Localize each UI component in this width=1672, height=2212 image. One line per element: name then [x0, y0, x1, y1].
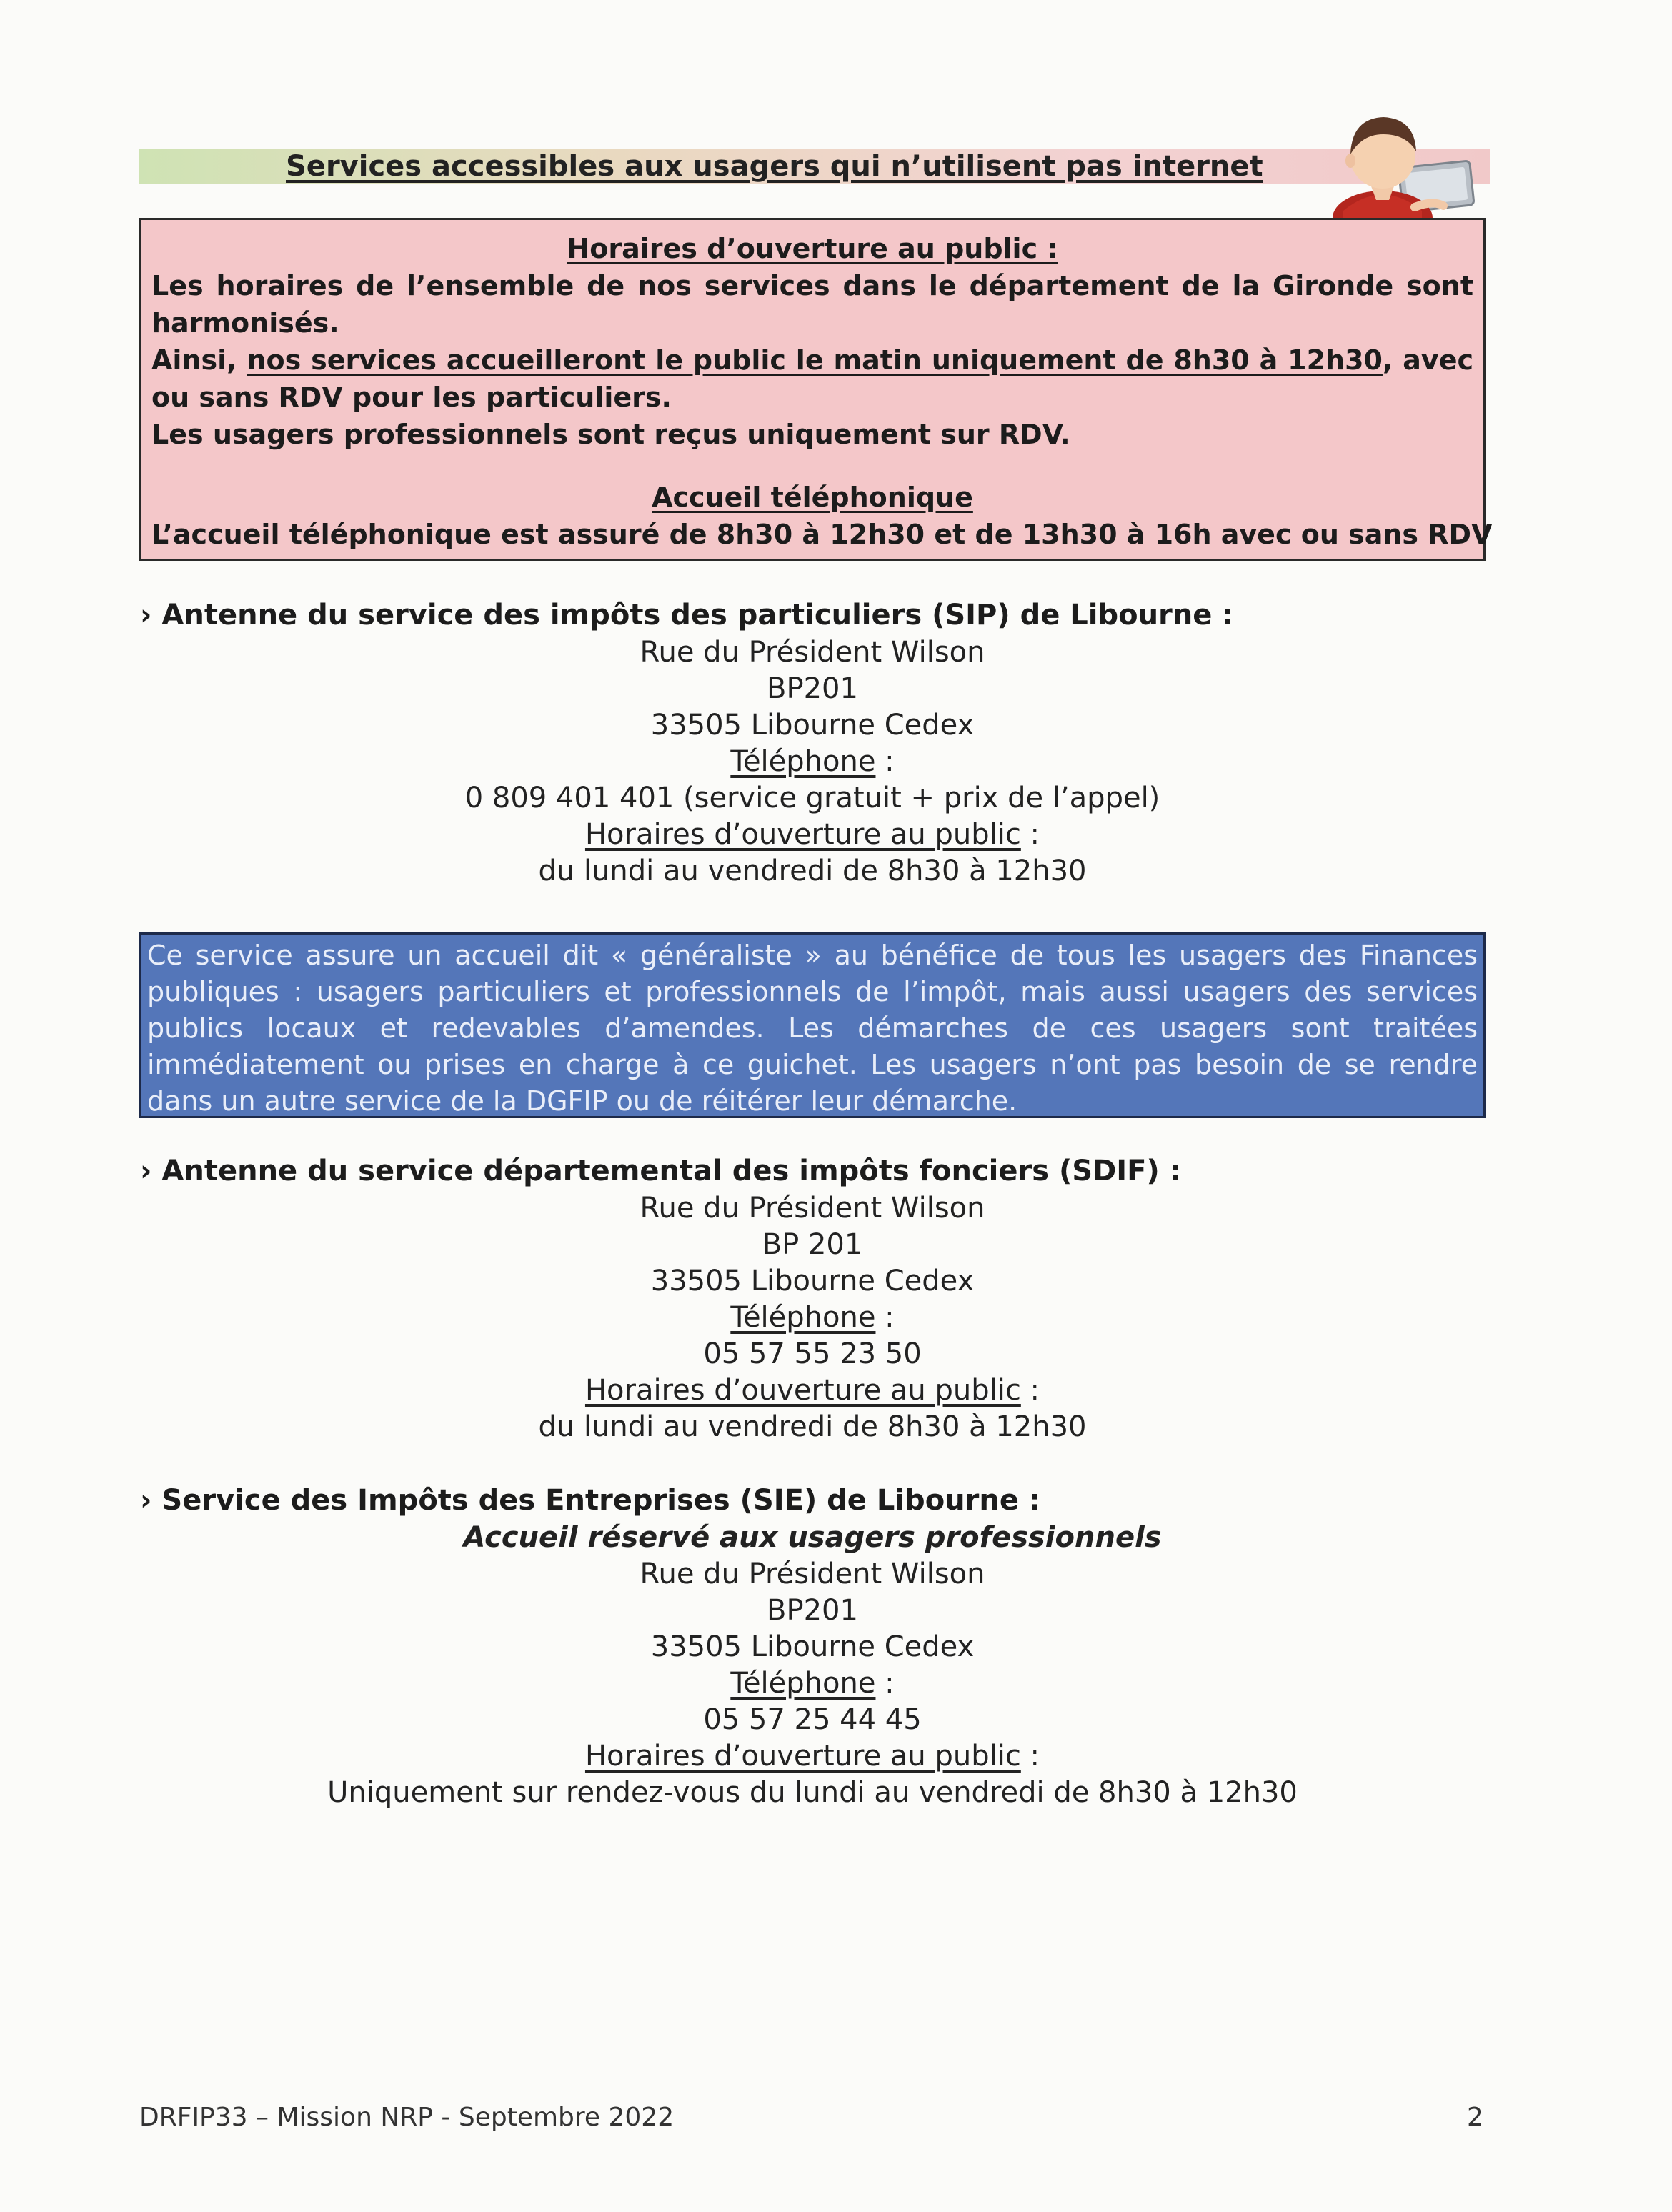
sie-phone-label-line: Téléphone :	[730, 1667, 895, 1700]
sip-phone-label-line: Téléphone :	[730, 745, 895, 778]
sie-street: Rue du Président Wilson	[640, 1558, 985, 1590]
footer-text: DRFIP33 – Mission NRP - Septembre 2022	[139, 2103, 675, 2132]
page-number: 2	[1467, 2103, 1483, 2132]
sdif-heading: › Antenne du service départemental des impôts fonciers (SDIF) :	[140, 1155, 1181, 1187]
sie-phone-label: Téléphone	[730, 1667, 876, 1700]
sie-bp: BP201	[767, 1594, 858, 1627]
sdif-phone-label: Téléphone	[730, 1301, 876, 1334]
sip-bp: BP201	[767, 672, 858, 705]
opening-hours-line-3: Les usagers professionnels sont reçus uniquement sur RDV.	[151, 419, 1070, 450]
opening-hours-line-2	[151, 342, 1473, 416]
sdif-hours-label: Horaires d’ouverture au public	[584, 1374, 1021, 1407]
line-2-suffix: , avec ou sans RDV pour les particuliers.	[151, 344, 1474, 413]
sdif-city: 33505 Libourne Cedex	[650, 1265, 975, 1297]
sip-heading: › Antenne du service des impôts des particuliers (SIP) de Libourne :	[140, 599, 1234, 632]
sdif-phone: 05 57 55 23 50	[703, 1337, 922, 1370]
sdif-phone-label-line: Téléphone :	[730, 1301, 895, 1334]
page-title: Services accessibles aux usagers qui n’utilisent pas internet	[286, 150, 1263, 183]
sdif-details	[139, 1190, 1486, 1445]
generalist-service-box: Ce service assure un accueil dit « généraliste » au bénéfice de tous les usagers des Finances publiques : usagers particuliers et professionnels de l’impôt, mais aussi usagers des services publics locaux et redevables d’amendes. Les démarches de ces usagers sont traitées immédiatement ou prises en charge à ce guichet. Les usagers n’ont pas besoin de se rendre dans un autre service de la DGFIP ou de réitérer leur démarche.	[139, 932, 1486, 1118]
sie-hours-label-line: Horaires d’ouverture au public :	[584, 1740, 1040, 1773]
sie-hours: Uniquement sur rendez-vous du lundi au vendredi de 8h30 à 12h30	[327, 1776, 1298, 1809]
sip-hours-label: Horaires d’ouverture au public	[584, 818, 1021, 851]
line-2-underlined: nos services accueilleront le public le matin uniquement de 8h30 à 12h30	[247, 344, 1383, 376]
sip-phone: 0 809 401 401 (service gratuit + prix de l’appel)	[464, 782, 1160, 814]
sdif-hours-label-line: Horaires d’ouverture au public :	[584, 1374, 1040, 1407]
phone-reception-title: Accueil téléphonique	[652, 482, 973, 513]
sdif-street: Rue du Président Wilson	[640, 1192, 985, 1225]
sip-details	[139, 634, 1486, 890]
phone-reception-text: L’accueil téléphonique est assuré de 8h30 à 12h30 et de 13h30 à 16h avec ou sans RDV	[151, 519, 1493, 550]
sip-hours-label-line: Horaires d’ouverture au public :	[584, 818, 1040, 851]
sip-street: Rue du Président Wilson	[640, 636, 985, 669]
sip-hours: du lundi au vendredi de 8h30 à 12h30	[538, 855, 1087, 887]
sie-details	[139, 1520, 1486, 1811]
sie-subtitle: Accueil réservé aux usagers professionnels	[463, 1521, 1162, 1554]
sie-heading: › Service des Impôts des Entreprises (SIE) de Libourne :	[140, 1484, 1040, 1517]
sip-phone-label: Téléphone	[730, 745, 876, 778]
opening-hours-box	[139, 218, 1493, 561]
opening-hours-title: Horaires d’ouverture au public :	[567, 233, 1058, 264]
sie-phone: 05 57 25 44 45	[703, 1703, 922, 1736]
sie-city: 33505 Libourne Cedex	[650, 1630, 975, 1663]
sie-hours-label: Horaires d’ouverture au public	[584, 1740, 1021, 1773]
sdif-hours: du lundi au vendredi de 8h30 à 12h30	[538, 1410, 1087, 1443]
sdif-bp: BP 201	[762, 1228, 863, 1261]
opening-hours-line-1: Les horaires de l’ensemble de nos services dans le département de la Gironde sont harmonisés.	[151, 270, 1473, 339]
line-2-prefix: Ainsi,	[151, 344, 247, 376]
sip-city: 33505 Libourne Cedex	[650, 709, 975, 742]
